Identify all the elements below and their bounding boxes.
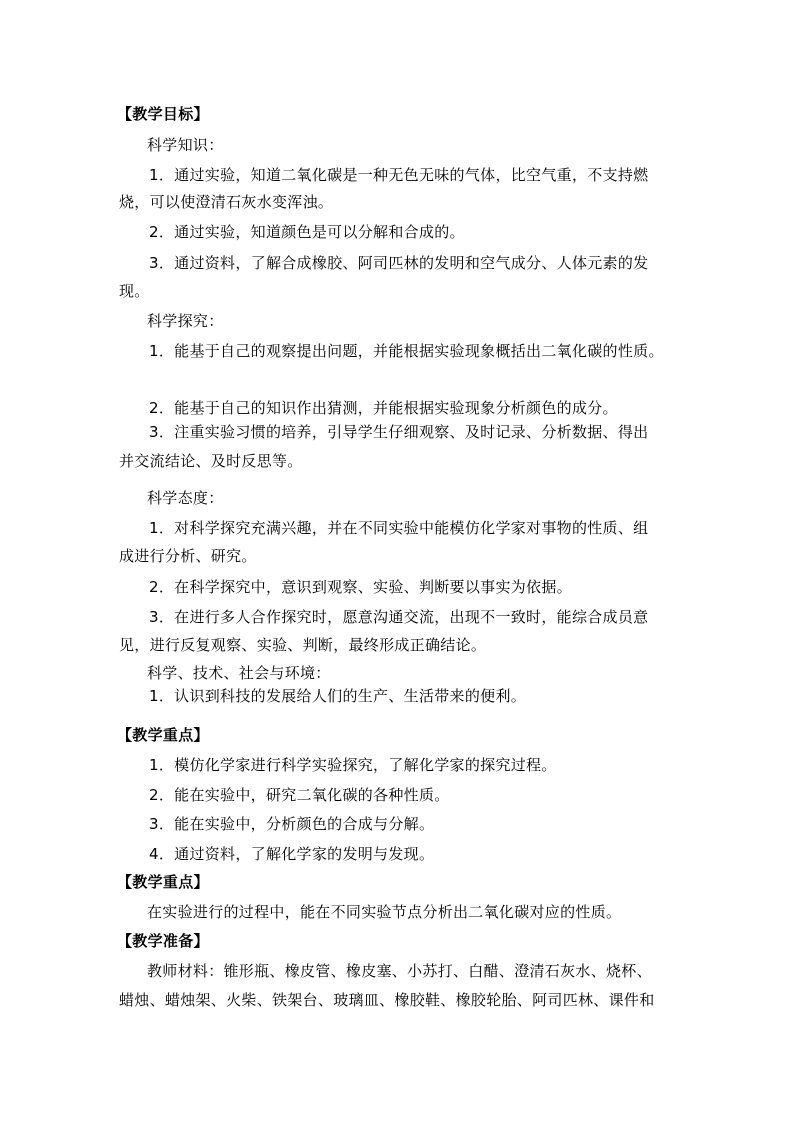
heading-teaching-preparation: 【教学准备】 bbox=[117, 932, 209, 950]
key-point-2-item: 在实验进行的过程中，能在不同实验节点分析出二氧化碳对应的性质。 bbox=[147, 903, 622, 921]
preparation-item-cont: 蜡烛、蜡烛架、火柴、铁架台、玻璃皿、橡胶鞋、橡胶轮胎、阿司匹林、课件和 bbox=[119, 991, 655, 1009]
attitude-item: 1．对科学探究充满兴趣，并在不同实验中能模仿化学家对事物的性质、组 bbox=[149, 519, 649, 537]
key-point-item: 1．模仿化学家进行科学实验探究，了解化学家的探究过程。 bbox=[149, 756, 557, 774]
attitude-item: 2．在科学探究中，意识到观察、实验、判断要以事实为依据。 bbox=[149, 578, 572, 596]
knowledge-item: 1．通过实验，知道二氧化碳是一种无色无味的气体，比空气重，不支持燃 bbox=[149, 166, 649, 184]
inquiry-item-cont: 并交流结论、及时反思等。 bbox=[119, 452, 303, 470]
attitude-item: 3．在进行多人合作探究时，愿意沟通交流，出现不一致时，能综合成员意 bbox=[149, 608, 649, 626]
knowledge-item-cont: 现。 bbox=[119, 282, 150, 300]
preparation-item: 教师材料：锥形瓶、橡皮管、橡皮塞、小苏打、白醋、澄清石灰水、烧杯、 bbox=[147, 962, 652, 980]
knowledge-item: 3．通过资料，了解合成橡胶、阿司匹林的发明和空气成分、人体元素的发 bbox=[149, 254, 649, 272]
inquiry-item: 1．能基于自己的观察提出问题，并能根据实验现象概括出二氧化碳的性质。 bbox=[149, 342, 664, 360]
sts-item: 1．认识到科技的发展给人们的生产、生活带来的便利。 bbox=[149, 687, 527, 705]
attitude-item-cont: 见，进行反复观察、实验、判断，最终形成正确结论。 bbox=[119, 636, 487, 654]
inquiry-item: 3．注重实验习惯的培养，引导学生仔细观察、及时记录、分析数据、得出 bbox=[149, 423, 649, 441]
knowledge-item: 2．通过实验，知道颜色是可以分解和合成的。 bbox=[149, 223, 465, 241]
key-point-item: 3．能在实验中，分析颜色的合成与分解。 bbox=[149, 815, 435, 833]
label-science-inquiry: 科学探究： bbox=[147, 312, 224, 330]
label-sts: 科学、技术、社会与环境： bbox=[147, 664, 331, 682]
key-point-item: 4．通过资料，了解化学家的发明与发现。 bbox=[149, 845, 435, 863]
attitude-item-cont: 成进行分析、研究。 bbox=[119, 547, 257, 565]
key-point-item: 2．能在实验中，研究二氧化碳的各种性质。 bbox=[149, 786, 450, 804]
inquiry-item: 2．能基于自己的知识作出猜测，并能根据实验现象分析颜色的成分。 bbox=[149, 399, 618, 417]
label-science-attitude: 科学态度： bbox=[147, 489, 224, 507]
heading-key-points: 【教学重点】 bbox=[117, 726, 209, 744]
knowledge-item-cont: 烧，可以使澄清石灰水变浑浊。 bbox=[119, 193, 334, 211]
label-science-knowledge: 科学知识： bbox=[147, 136, 224, 154]
heading-key-points-2: 【教学重点】 bbox=[117, 873, 209, 891]
heading-teaching-goals: 【教学目标】 bbox=[117, 105, 209, 123]
